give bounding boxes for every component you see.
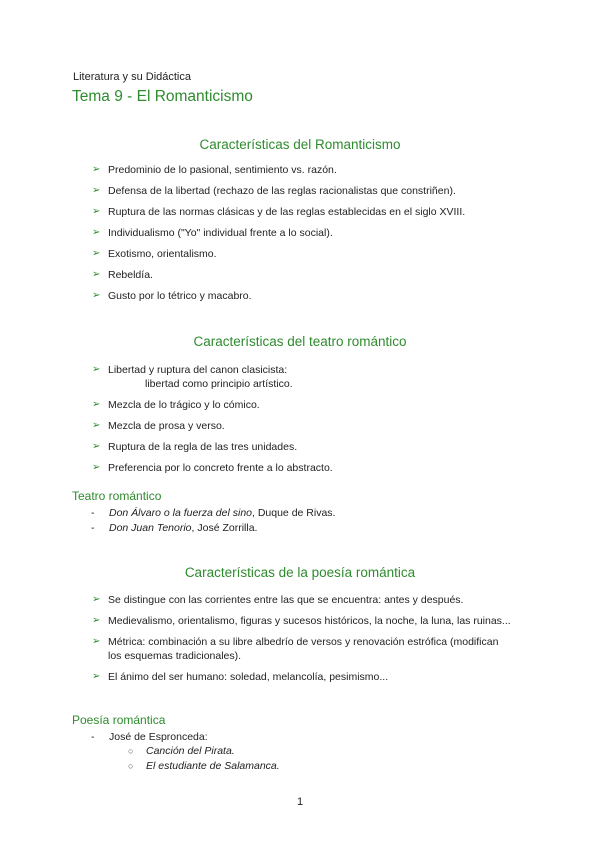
work-author: , José Zorrilla. (191, 522, 258, 534)
arrow-bullet-icon: ➢ (92, 206, 101, 217)
dash-bullet: - (91, 507, 95, 519)
list-item-subline (92, 377, 512, 391)
poet-name: José de Espronceda: (109, 731, 208, 743)
arrow-bullet-icon: ➢ (92, 420, 101, 431)
list-item (92, 184, 512, 198)
arrow-bullet-icon: ➢ (92, 462, 101, 473)
section-heading-romanticismo: Características del Romanticismo (199, 137, 401, 152)
arrow-bullet-icon: ➢ (92, 185, 101, 196)
list-item (92, 440, 512, 454)
arrow-bullet-icon: ➢ (92, 227, 101, 238)
list-item-text: Exotismo, orientalismo. (108, 248, 217, 260)
course-title: Literatura y su Didáctica (73, 71, 191, 83)
list-item-text: Se distingue con las corrientes entre las que se encuentra: antes y después. (108, 594, 464, 606)
subheading-poesia-romantica: Poesía romántica (72, 713, 166, 727)
arrow-bullet-icon: ➢ (92, 615, 101, 626)
list-item-subtext: libertad como principio artístico. (145, 378, 293, 390)
list-item-text: Libertad y ruptura del canon clasicista: (108, 364, 288, 376)
list-item (92, 614, 512, 628)
poem-title-2: El estudiante de Salamanca. (146, 760, 280, 772)
teatro-work-2 (109, 522, 257, 534)
work-title: Don Juan Tenorio (109, 522, 192, 534)
list-item-text: Medievalismo, orientalismo, figuras y sucesos históricos, la noche, la luna, las ruinas... (108, 615, 511, 627)
poesia-list (92, 593, 512, 684)
list-item-text: Rebeldía. (108, 269, 153, 281)
list-item-text: Preferencia por lo concreto frente a lo abstracto. (108, 462, 333, 474)
list-item (92, 670, 512, 684)
dash-bullet: - (91, 731, 95, 743)
list-item (92, 419, 512, 433)
arrow-bullet-icon: ➢ (92, 636, 101, 647)
teatro-list (92, 363, 512, 475)
arrow-bullet-icon: ➢ (92, 594, 101, 605)
arrow-bullet-icon: ➢ (92, 671, 101, 682)
poem-title-1: Canción del Pirata. (146, 745, 235, 757)
list-item-text: El ánimo del ser humano: soledad, melancolía, pesimismo... (108, 671, 389, 683)
section-heading-poesia: Características de la poesía romántica (184, 565, 416, 580)
list-item (92, 635, 512, 663)
arrow-bullet-icon: ➢ (92, 441, 101, 452)
arrow-bullet-icon: ➢ (92, 290, 101, 301)
circle-bullet-icon: ○ (128, 746, 134, 756)
arrow-bullet-icon: ➢ (92, 269, 101, 280)
list-item-text: Gusto por lo tétrico y macabro. (108, 290, 252, 302)
list-item-text: Mezcla de lo trágico y lo cómico. (108, 399, 260, 411)
list-item-text: Métrica: combinación a su libre albedrío de versos y renovación estrófica (modifican los esquemas tradicionales). (108, 636, 499, 662)
list-item (92, 593, 512, 607)
list-item (92, 205, 512, 219)
circle-bullet-icon: ○ (128, 761, 134, 771)
list-item-text: Ruptura de la regla de las tres unidades. (108, 441, 298, 453)
list-item-text: Individualismo ("Yo" individual frente a lo social). (108, 227, 333, 239)
list-item-text: Mezcla de prosa y verso. (108, 420, 225, 432)
list-item (92, 268, 512, 282)
romanticismo-list (92, 163, 512, 303)
list-item (92, 363, 512, 377)
arrow-bullet-icon: ➢ (92, 164, 101, 175)
page-title: Tema 9 - El Romanticismo (72, 88, 253, 105)
arrow-bullet-icon: ➢ (92, 364, 101, 375)
list-item-text: Predominio de lo pasional, sentimiento vs. razón. (108, 164, 337, 176)
list-item-text: Defensa de la libertad (rechazo de las reglas racionalistas que constriñen). (108, 185, 456, 197)
dash-bullet: - (91, 522, 95, 534)
section-heading-teatro: Características del teatro romántico (193, 334, 407, 349)
list-item (92, 226, 512, 240)
work-author: , Duque de Rivas. (252, 507, 336, 519)
arrow-bullet-icon: ➢ (92, 399, 101, 410)
subheading-teatro-romantico: Teatro romántico (72, 489, 162, 503)
arrow-bullet-icon: ➢ (92, 248, 101, 259)
teatro-work-1 (109, 507, 335, 519)
work-title: Don Álvaro o la fuerza del sino (109, 507, 252, 519)
list-item (92, 163, 512, 177)
list-item (92, 398, 512, 412)
page-number: 1 (296, 796, 304, 808)
list-item-text: Ruptura de las normas clásicas y de las reglas establecidas en el siglo XVIII. (108, 206, 466, 218)
list-item (92, 247, 512, 261)
list-item (92, 289, 512, 303)
list-item (92, 461, 512, 475)
